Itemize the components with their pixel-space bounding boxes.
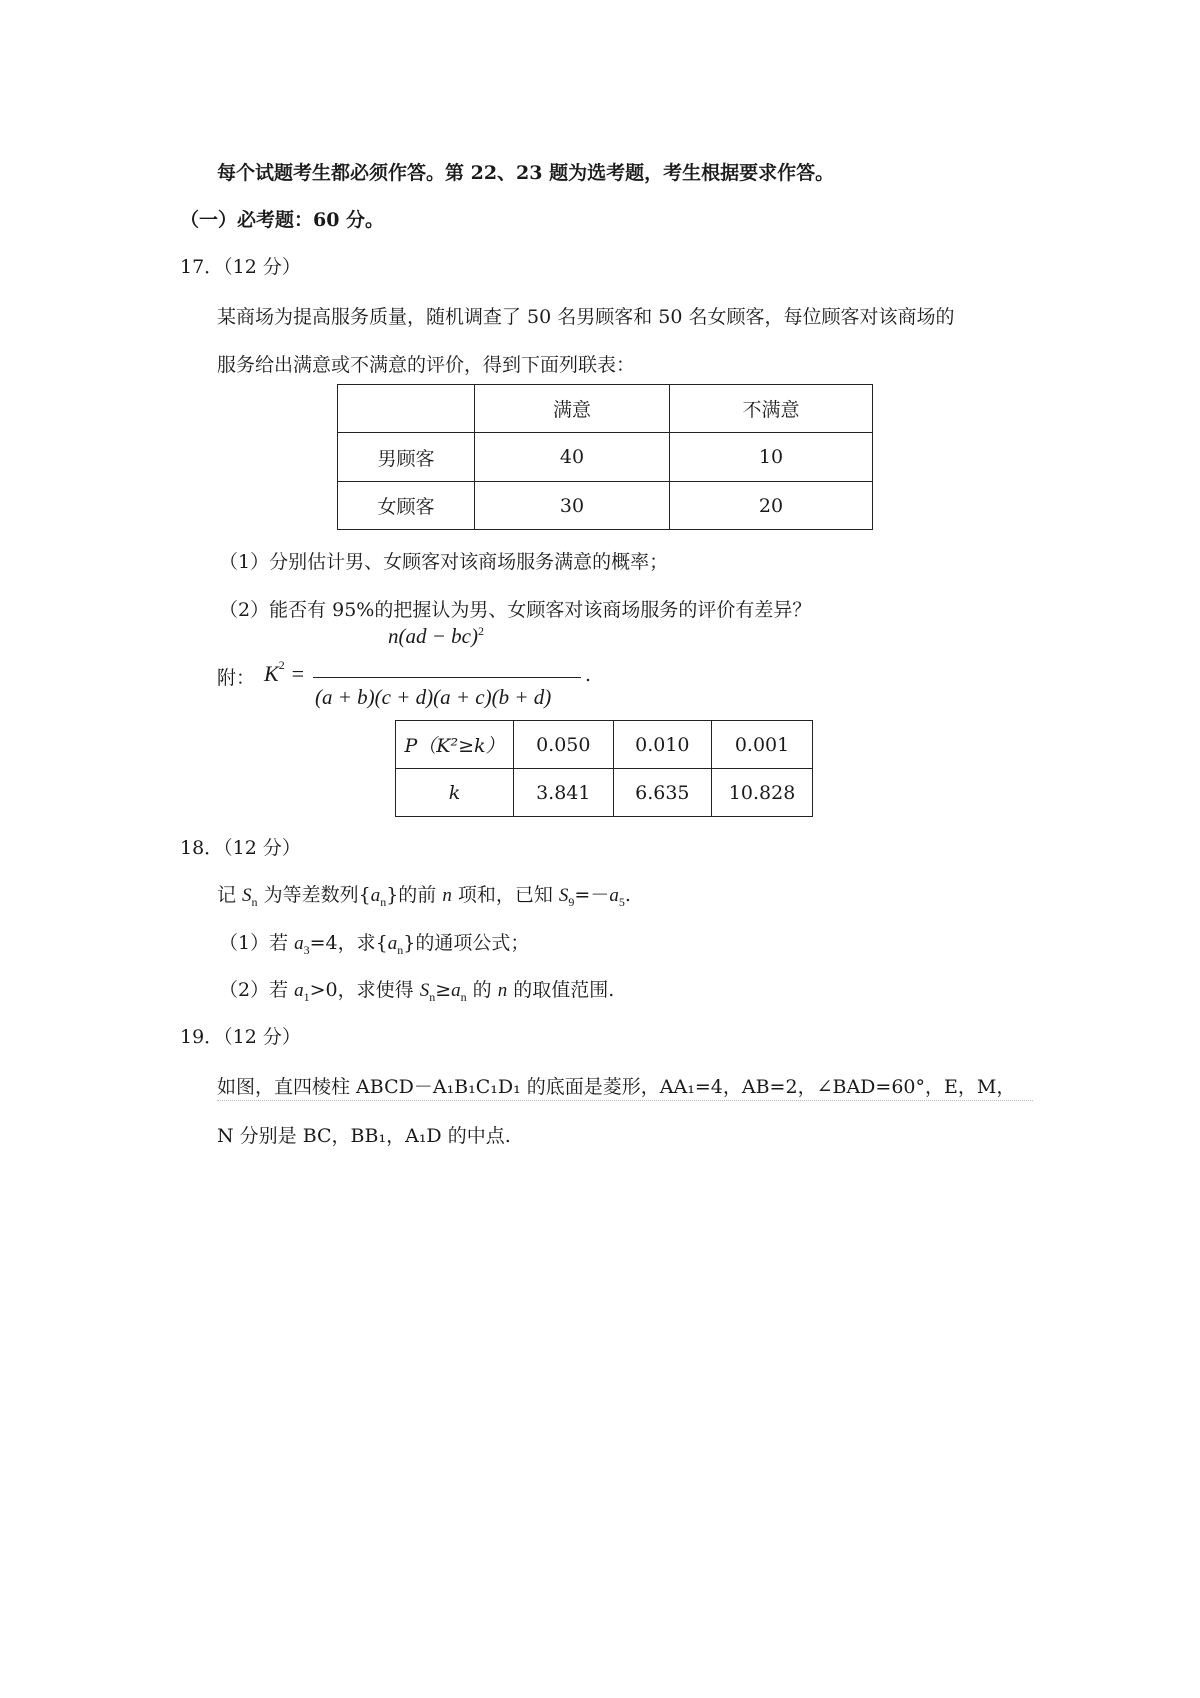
q17-part1: （1）分别估计男、女顾客对该商场服务满意的概率； <box>219 551 669 573</box>
table-cell: 0.001 <box>712 721 813 769</box>
table-row <box>396 721 813 769</box>
formula-lhs: $K^2$ = <box>264 657 306 686</box>
table-cell: k <box>396 769 514 817</box>
table-cell: 6.635 <box>613 769 712 817</box>
appendix-label: 附： <box>217 667 256 689</box>
formula-numerator: n(ad − bc)$^2$ <box>388 624 484 648</box>
q17-number: 17．（12 分） <box>180 256 301 278</box>
table-cell: 30 <box>475 482 670 530</box>
contingency-table <box>337 384 873 530</box>
q18-number: 18．（12 分） <box>180 837 301 859</box>
fraction-bar <box>313 677 581 678</box>
q17-stem-line2: 服务给出满意或不满意的评价，得到下面列联表： <box>217 354 636 376</box>
table-cell: 男顾客 <box>338 433 475 482</box>
q17-stem-line1: 某商场为提高服务质量，随机调查了 50 名男顾客和 50 名女顾客，每位顾客对该商场的 <box>217 306 955 328</box>
critical-value-table <box>395 720 813 817</box>
table-header-satisfied: 满意 <box>475 385 670 433</box>
table-row <box>338 433 873 482</box>
table-cell: 女顾客 <box>338 482 475 530</box>
q19-line1: 如图，直四棱柱 ABCD－A₁B₁C₁D₁ 的底面是菱形，AA₁=4，AB=2，∠BAD=60°，E，M， <box>217 1076 1016 1098</box>
q19-number: 19．（12 分） <box>180 1026 301 1048</box>
table-row <box>396 769 813 817</box>
table-cell: P（K²≥k） <box>396 721 514 769</box>
table-cell: 40 <box>475 433 670 482</box>
table-header-empty <box>338 385 475 433</box>
formula-k: K <box>264 661 279 686</box>
table-cell: 20 <box>670 482 873 530</box>
q17-part2: （2）能否有 95%的把握认为男、女顾客对该商场服务的评价有差异？ <box>219 599 812 621</box>
formula-period: . <box>585 664 592 686</box>
q18-part2: （2）若 $a_1>0$，求使得 $S_n\ge a_n$ 的 n 的取值范围. <box>219 979 615 1004</box>
q18-stem: 记 $S_n$ 为等差数列$\{a_n\}$的前 n 项和，已知 $S_9=-a_5$. <box>217 884 631 909</box>
table-cell: 3.841 <box>514 769 614 817</box>
section-heading: （一）必考题：60 分。 <box>180 209 385 231</box>
formula-denominator: (a + b)(c + d)(a + c)(b + d) <box>315 685 552 709</box>
table-cell: 10 <box>670 433 873 482</box>
dotted-divider <box>217 1100 1033 1101</box>
table-header-unsatisfied: 不满意 <box>670 385 873 433</box>
table-row <box>338 482 873 530</box>
q19-line2: N 分别是 BC，BB₁，A₁D 的中点. <box>217 1125 511 1147</box>
table-cell: 0.010 <box>613 721 712 769</box>
q18-part1: （1）若 $a_3=4$，求$\{a_n\}$的通项公式； <box>219 932 530 957</box>
exam-instruction: 每个试题考生都必须作答。第 22、23 题为选考题，考生根据要求作答。 <box>217 162 835 184</box>
table-cell: 0.050 <box>514 721 614 769</box>
table-cell: 10.828 <box>712 769 813 817</box>
